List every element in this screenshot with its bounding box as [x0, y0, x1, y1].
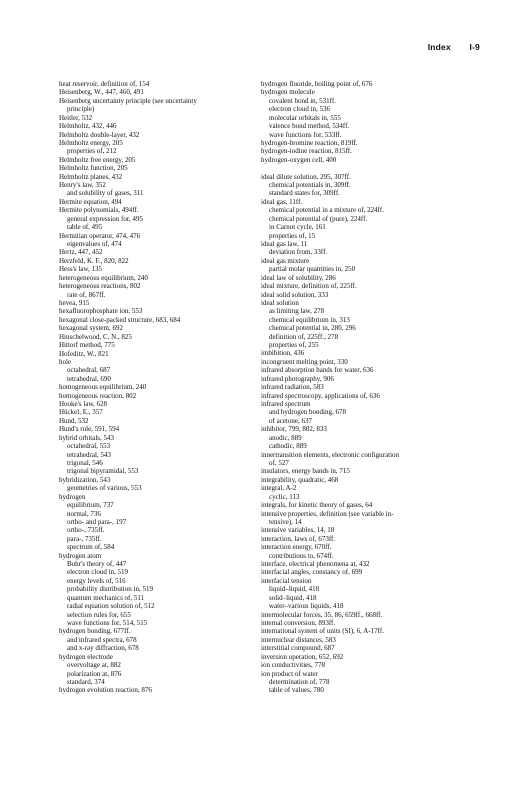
index-entry: infrared radiation, 583: [261, 383, 324, 392]
index-column-right: [261, 80, 471, 695]
index-entry: inversion operation, 652, 692: [261, 652, 344, 661]
index-column-left: [59, 80, 244, 695]
index-entry: Hermite equation, 494: [59, 197, 122, 206]
index-entry: hexafluorophosphate ion, 553: [59, 307, 143, 316]
index-subentry: radial equation solution of, 512: [67, 602, 155, 611]
index-subentry: in Carnot cycle, 161: [269, 223, 326, 232]
index-subentry: anodic, 889: [269, 433, 302, 442]
index-subentry: polarization at, 876: [67, 669, 122, 678]
index-entry: Helmholtz free energy, 205: [59, 155, 136, 164]
index-entry: hexagonal close-packed structure, 683, 684: [59, 315, 181, 324]
index-entry: Helmholtz function, 205: [59, 164, 128, 173]
index-entry: Henry's law, 352: [59, 181, 106, 190]
index-subentry: chemical equilibrium in, 313: [269, 315, 350, 324]
index-entry: incongruent melting point, 330: [261, 357, 348, 366]
index-entry: homogeneous equilibrium, 240: [59, 383, 147, 392]
index-entry: interface, electrical phenomena at, 432: [261, 560, 370, 569]
index-entry: heat reservoir, definition of, 154: [59, 80, 150, 88]
entry-gap: [261, 164, 471, 172]
index-entry: hydrogen fluoride, boiling point of, 676: [261, 80, 373, 88]
index-entry: intermolecular forces, 35, 86, 659ff., 668ff.: [261, 610, 383, 619]
index-subentry: determination of, 778: [269, 677, 330, 686]
index-entry: infrared absorption bands for water, 636: [261, 366, 374, 375]
index-entry: ideal dilute solution, 295, 307ff.: [261, 172, 351, 181]
index-entry: hydrogen bonding, 677ff.: [59, 627, 131, 636]
index-entry: Herzfeld, K. F., 820, 822: [59, 256, 129, 265]
index-entry: Hofeditz, W., 821: [59, 349, 109, 358]
index-subentry: and solubility of gases, 311: [67, 189, 144, 198]
index-entry: internal conversion, 893ff.: [261, 618, 336, 627]
index-entry: Hinschelwood, C. N., 825: [59, 332, 132, 341]
index-entry: hydrogen-iodine reaction, 815ff.: [261, 147, 352, 156]
index-subentry: of acetone, 637: [269, 416, 312, 425]
index-entry: ideal gas, 11ff.: [261, 197, 303, 206]
index-subentry: quantum mechanics of, 511: [67, 593, 145, 602]
running-header: [428, 42, 480, 52]
index-subentry: principle): [67, 105, 95, 114]
index-subentry: geometries of various, 553: [67, 484, 142, 493]
index-entry: interaction, laws of, 673ff.: [261, 534, 336, 543]
index-subentry: trigonal bipyramidal, 553: [67, 467, 139, 476]
index-subentry: general expression for, 495: [67, 214, 143, 223]
index-entry: heterogeneous reactions, 802: [59, 282, 141, 291]
index-subentry: chemical potentials in, 309ff.: [269, 181, 351, 190]
index-entry: Hermite polynomials, 494ff.: [59, 206, 139, 215]
index-subentry: ortho-, 735ff.: [67, 526, 105, 535]
index-subentry: chemical potential in, 280, 296: [269, 324, 356, 333]
index-entry: inhibitor, 799, 802, 833: [261, 425, 327, 434]
index-subentry: water–various liquids, 418: [269, 602, 344, 611]
index-entry: hybrid orbitals, 543: [59, 433, 115, 442]
index-subentry: as limiting law, 278: [269, 307, 325, 316]
index-entry: hexagonal system, 692: [59, 324, 123, 333]
index-entry: infrared spectrum: [261, 400, 311, 409]
index-entry: internuclear distances, 583: [261, 635, 336, 644]
index-entry: ideal gas law, 11: [261, 240, 308, 248]
index-entry: ideal mixture, definition of, 225ff.: [261, 282, 357, 291]
index-entry: Hund, 532: [59, 416, 89, 425]
index-subentry: chemical potential in a mixture of, 224ff.: [269, 206, 384, 215]
header-title: Index: [427, 42, 451, 52]
index-subentry: probability distribution in, 519: [67, 585, 153, 594]
index-entry: Helmholtz energy, 205: [59, 138, 123, 147]
index-entry: Hermitian operator, 474, 476: [59, 231, 141, 240]
index-entry: Heisenberg, W., 447, 460, 491: [59, 88, 144, 97]
index-subentry: trigonal, 546: [67, 458, 103, 467]
index-subentry: chemical potential of (pure), 224ff.: [269, 214, 368, 223]
index-subentry: properties of, 15: [269, 231, 316, 240]
index-entry: hydrogen-oxygen cell, 400: [261, 155, 337, 164]
index-subentry: cyclic, 113: [269, 492, 300, 501]
index-entry: interfacial tension: [261, 576, 312, 585]
index-entry: hydrogen-bromine reaction, 819ff.: [261, 138, 358, 147]
index-subentry: properties of, 255: [269, 341, 319, 350]
index-entry: hydrogen evolution reaction, 876: [59, 686, 152, 695]
index-subentry: ortho- and para-, 197: [67, 517, 127, 526]
index-subentry: overvoltage at, 882: [67, 661, 121, 670]
index-entry: insulators, energy bands in, 715: [261, 467, 350, 476]
index-entry: Helmholtz double-layer, 432: [59, 130, 140, 139]
index-subentry: wave functions for, 514, 515: [67, 619, 148, 627]
index-entry: interstitial compound, 687: [261, 644, 335, 653]
index-subentry: table of, 495: [67, 223, 103, 232]
index-subentry: contributions to, 674ff.: [269, 551, 334, 560]
index-subentry: deviation from, 33ff.: [269, 248, 328, 257]
index-subentry: Bohr's theory of, 447: [67, 560, 127, 569]
index-subentry: properties of, 212: [67, 147, 117, 156]
index-entry: Heisenberg uncertainty principle (see uncertainty: [59, 96, 197, 105]
index-subentry: energy levels of, 516: [67, 576, 126, 585]
index-entry: Hooke's law, 628: [59, 400, 108, 409]
index-subentry: partial molar quantities in, 250: [269, 265, 356, 274]
index-subentry: and infrared spectra, 678: [67, 635, 137, 644]
index-entry: Hückel, E., 357: [59, 408, 103, 417]
index-entry: hydrogen molecule: [261, 88, 315, 97]
index-entry: Hess's law, 135: [59, 265, 102, 274]
index-entry: innertransition elements, electronic configuration: [261, 450, 400, 459]
index-subentry: para-, 735ff.: [67, 534, 102, 543]
index-entry: infrared photography, 906: [261, 374, 334, 383]
index-subentry: cathodic, 889: [269, 442, 307, 451]
index-subentry: wave functions for, 533ff.: [269, 130, 342, 139]
index-entry: intensive variables, 14, 18: [261, 526, 335, 535]
index-subentry: rate of, 867ff.: [67, 290, 106, 299]
index-entry: heterogeneous equilibrium, 240: [59, 273, 148, 282]
index-subentry: selection rules for, 655: [67, 610, 131, 619]
index-subentry: eigenvalues of, 474: [67, 240, 122, 249]
index-entry: intensive properties, definition (see variable in-: [261, 509, 394, 518]
index-subentry: and hydrogen bonding, 678: [269, 408, 346, 417]
index-entry: ideal solid solution, 333: [261, 290, 329, 299]
index-entry: hydrogen atom: [59, 551, 102, 560]
index-subentry: liquid–liquid, 418: [269, 585, 320, 594]
index-subentry: molecular orbitals in, 555: [269, 113, 341, 122]
index-entry: integral, A-2: [261, 484, 297, 493]
index-entry: interaction energy, 670ff.: [261, 543, 332, 552]
index-entry: interfacial angles, constancy of, 699: [261, 568, 363, 577]
index-subentry: tensive), 14: [269, 517, 302, 526]
index-entry: ideal law of solubility, 286: [261, 273, 336, 282]
index-entry: ion conductivities, 778: [261, 661, 325, 670]
index-subentry: tetrahedral, 543: [67, 450, 111, 459]
index-subentry: solid–liquid, 418: [269, 593, 317, 602]
index-entry: international system of units (SI), 6, A-17ff.: [261, 627, 384, 636]
index-subentry: and x-ray diffraction, 678: [67, 644, 139, 653]
index-subentry: valence bond method, 534ff.: [269, 122, 350, 131]
index-entry: Helmholtz, 432, 446: [59, 122, 117, 131]
index-subentry: standard states for, 309ff.: [269, 189, 340, 198]
index-subentry: octahedral, 553: [67, 442, 111, 451]
index-entry: Hertz, 447, 452: [59, 248, 103, 257]
page-number: I-9: [469, 42, 480, 52]
index-entry: Hund's rule, 591, 594: [59, 425, 120, 434]
index-entry: ion product of water: [261, 669, 318, 678]
index-subentry: standard, 374: [67, 677, 105, 686]
index-subentry: normal, 736: [67, 509, 101, 518]
index-entry: infrared spectroscopy, applications of, 636: [261, 391, 380, 400]
index-entry: ideal gas mixture: [261, 256, 310, 265]
index-entry: hybridization, 543: [59, 475, 111, 484]
index-subentry: tetrahedral, 690: [67, 374, 111, 383]
index-entry: integrability, quadratic, 468: [261, 475, 339, 484]
index-subentry: equilibrium, 737: [67, 501, 114, 510]
index-entry: hole: [59, 357, 72, 366]
index-subentry: of, 527: [269, 458, 289, 467]
index-subentry: definition of, 225ff., 278: [269, 332, 339, 341]
index-entry: homogeneous reaction, 802: [59, 391, 137, 400]
index-entry: Heitler, 532: [59, 113, 93, 122]
index-entry: integrals, for kinetic theory of gases, 64: [261, 501, 373, 510]
index-subentry: table of values, 780: [269, 686, 324, 695]
index-entry: imbibition, 436: [261, 349, 305, 358]
index-subentry: octahedral, 687: [67, 366, 111, 375]
index-entry: Helmholtz planes, 432: [59, 172, 123, 181]
index-entry: ideal solution: [261, 298, 299, 307]
index-entry: hydrogen electrode: [59, 652, 113, 661]
index-subentry: covalent bond in, 531ff.: [269, 96, 336, 105]
index-subentry: electron cloud in, 536: [269, 105, 331, 114]
index-entry: hevea, 915: [59, 298, 90, 307]
index-subentry: electron cloud in, 519: [67, 568, 129, 577]
index-entry: hydrogen: [59, 492, 86, 501]
index-subentry: spectrum of, 584: [67, 543, 115, 552]
index-entry: Hittorf method, 775: [59, 341, 115, 350]
